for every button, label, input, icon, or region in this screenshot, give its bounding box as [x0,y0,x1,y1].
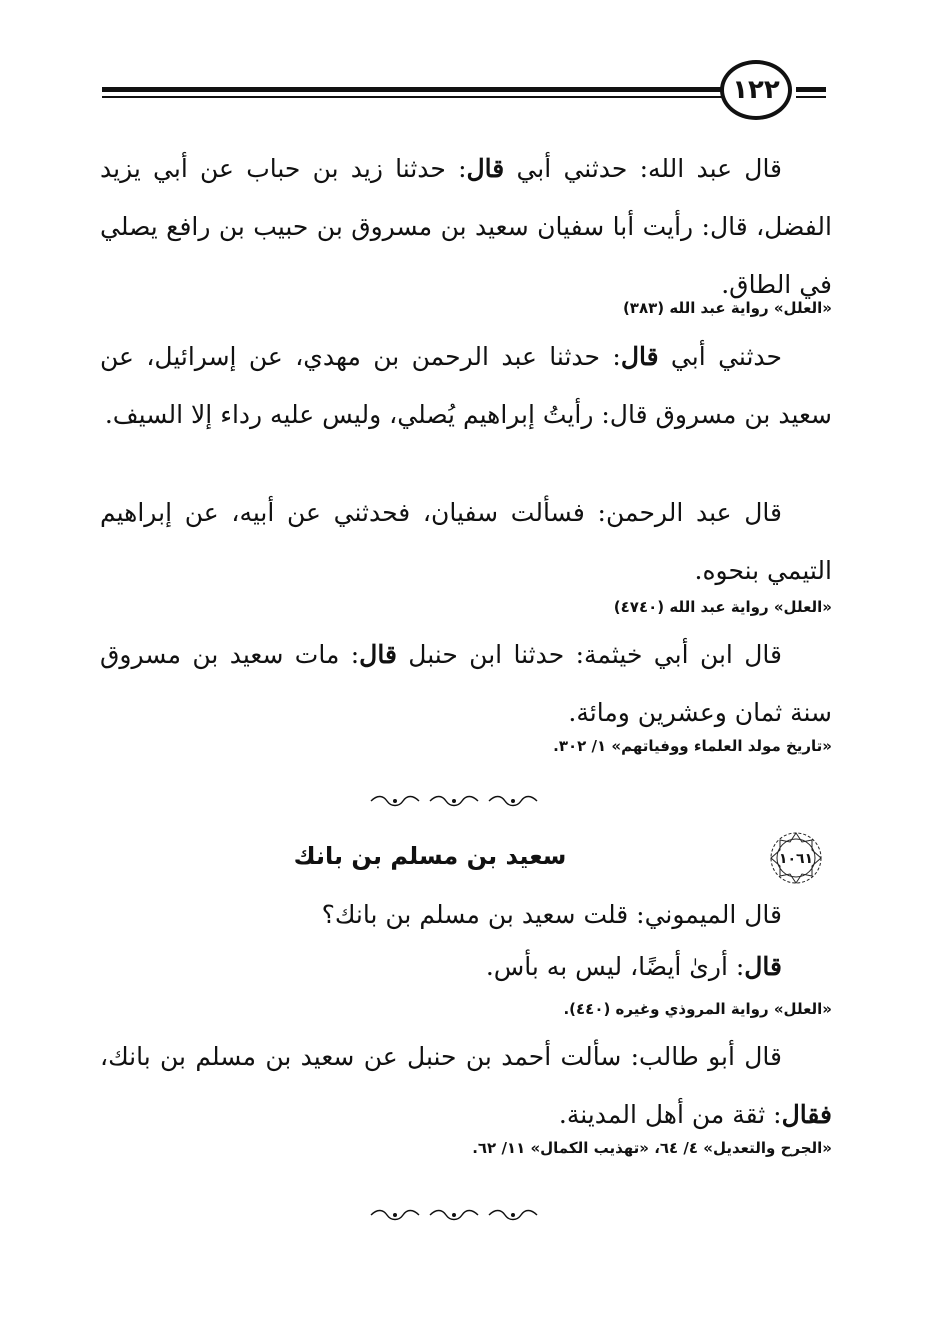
paragraph-7-bold: فقال [781,1100,832,1129]
ornament-divider [369,1207,539,1223]
paragraph-3: قال عبد الرحمن: فسألت سفيان، فحدثني عن أبيه، عن إبراهيم التيمي بنحوه. [100,498,832,585]
paragraph-2-bold: قال [620,342,659,371]
paragraph-4-text2: : مات سعيد بن مسروق سنة ثمان وعشرين ومائة. [100,640,832,727]
header-rule-right-thin [796,96,826,98]
header-rule-thick [102,87,722,92]
rosette-icon [764,830,828,886]
paragraph-7-text: قال أبو طالب: سألت أحمد بن حنبل عن سعيد بن مسلم بن بانك، [100,1042,782,1071]
paragraph-2 [100,328,832,444]
paragraph-4 [100,626,832,742]
paragraph-5: قال الميموني: قلت سعيد بن مسلم بن بانك؟ [321,900,782,929]
header-rule-thin [102,96,722,98]
paragraph-7 [100,1028,832,1144]
paragraph-1 [100,140,832,314]
ornament-icon [369,1208,421,1222]
section-number: ١٠٦١ [778,851,814,867]
paragraph-4-text: قال ابن أبي خيثمة: حدثنا ابن حنبل [396,640,783,669]
ornament-icon [428,794,480,808]
page-number-text: ١٢٢ [732,75,780,105]
citation-5: «الجرح والتعديل» ٤/ ٦٤، «تهذيب الكمال» ١١/ ٦٢. [472,1139,832,1157]
ornament-divider [369,793,539,809]
citation-2: «العلل» رواية عبد الله (٤٧٤٠) [613,598,832,616]
ornament-icon [428,1208,480,1222]
citation-4: «العلل» رواية المروذي وغيره (٤٤٠). [563,1000,832,1018]
ornament-icon [369,794,421,808]
paragraph-6-bold: قال [744,952,782,981]
paragraph-7-text2: : ثقة من أهل المدينة. [558,1100,782,1129]
section-number-badge [764,830,828,886]
paragraph-6 [100,938,832,996]
paragraph-6-text: : أرىٰ أيضًا، ليس به بأس. [485,952,745,981]
citation-1: «العلل» رواية عبد الله (٣٨٣) [622,299,832,317]
citation-3: «تاريخ مولد العلماء ووفياتهم» ١/ ٣٠٢. [553,737,832,755]
paragraph-2-text: حدثني أبي [658,342,782,371]
paragraph-4-bold: قال [359,640,397,669]
paragraph-1-text: قال عبد الله: حدثني أبي [504,154,783,183]
ornament-icon [487,794,539,808]
ornament-icon [487,1208,539,1222]
section-title: سعيد بن مسلم بن بانك [293,842,567,870]
header-rule-right-thick [796,87,826,92]
paragraph-1-bold: قال [466,154,505,183]
paragraph-2-text2: : حدثنا عبد الرحمن بن مهدي، عن إسرائيل، عن سعيد بن مسروق قال: رأيتُ إبراهيم يُصلي، وليس عليه رداء إلا السيف. [100,342,832,429]
page-number [720,60,792,120]
paragraph-1-text2: : حدثنا زيد بن حباب عن أبي يزيد الفضل، قال: رأيت أبا سفيان سعيد بن مسروق بن حبيب بن رافع يصلي في الطاق. [100,154,832,299]
